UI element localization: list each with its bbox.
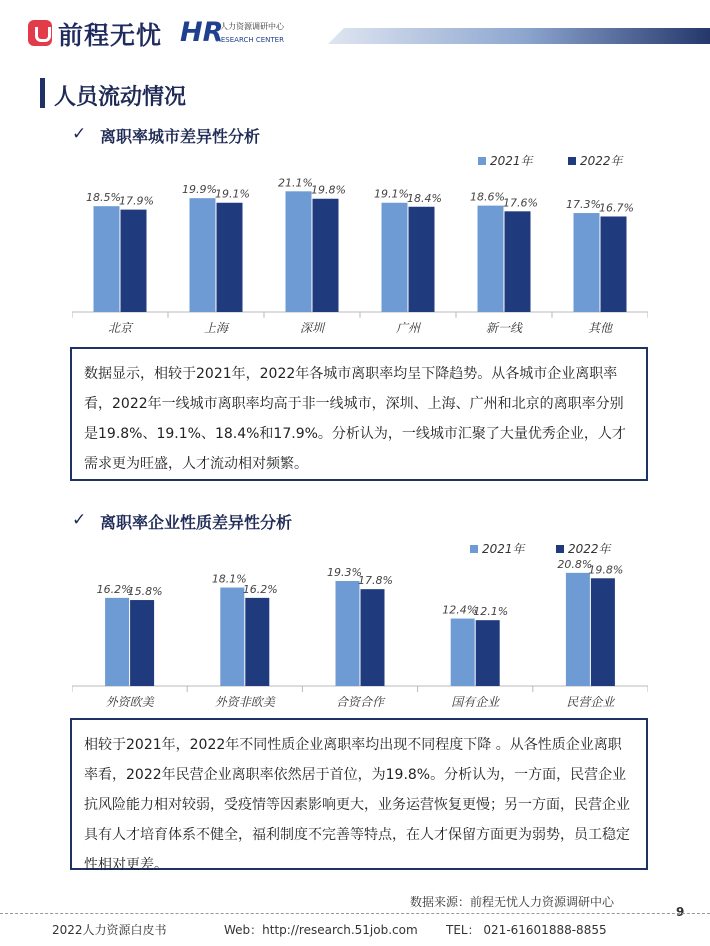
category-label: 民营企业 [566, 695, 615, 709]
data-label: 17.9% [119, 194, 154, 208]
footer-web-link[interactable]: Web：http://research.51job.com [224, 923, 418, 937]
data-label: 12.4% [442, 603, 478, 617]
data-label: 20.8% [557, 558, 593, 571]
data-label: 16.2% [96, 582, 132, 596]
category-label: 外资非欧美 [214, 695, 275, 709]
bar-2021年-上海 [190, 198, 216, 312]
bar-2022年-新一线 [505, 211, 531, 312]
bar-2021年-新一线 [478, 206, 504, 312]
data-label: 19.8% [588, 563, 624, 577]
data-label: 21.1% [278, 176, 313, 190]
brand-name: 前程无忧 [58, 21, 163, 50]
bar-2022年-其他 [601, 216, 627, 312]
bar-2022年-北京 [121, 210, 147, 312]
data-label: 18.1% [211, 572, 247, 586]
bar-2022年-外资欧美 [130, 600, 154, 686]
ownership-turnover-chart [72, 558, 648, 716]
data-label: 17.3% [566, 198, 601, 212]
section2-text-box [70, 718, 648, 873]
data-label: 19.3% [327, 566, 362, 580]
category-label: 深圳 [299, 321, 325, 335]
bar-2021年-外资欧美 [105, 598, 129, 686]
legend-2022 [556, 540, 611, 557]
data-label: 15.8% [127, 585, 163, 599]
section1-title: 离职率城市差异性分析 [100, 127, 261, 146]
bar-2021年-国有企业 [451, 619, 475, 686]
city-turnover-chart [72, 170, 648, 345]
data-label: 16.2% [242, 582, 278, 596]
bar-2021年-民营企业 [566, 573, 590, 686]
hr-logo: HR [180, 17, 224, 48]
bar-2021年-北京 [94, 206, 120, 312]
legend-swatch-2021 [470, 545, 478, 553]
data-label: 18.6% [470, 190, 505, 204]
page-title: 人员流动情况 [54, 85, 187, 110]
category-label: 其他 [587, 321, 613, 335]
category-label: 广州 [395, 321, 421, 335]
legend-label: 2022年 [580, 154, 623, 168]
bar-2022年-国有企业 [476, 620, 500, 686]
bar-2021年-深圳 [286, 191, 312, 312]
data-label: 17.6% [503, 196, 538, 210]
category-label: 外资欧美 [105, 695, 154, 709]
bar-2021年-合资合作 [336, 581, 360, 686]
category-label: 北京 [107, 321, 133, 335]
data-label: 16.7% [599, 201, 634, 215]
category-label: 新一线 [485, 321, 523, 335]
checkmark-icon: ✓ [72, 124, 87, 144]
data-label: 18.4% [407, 191, 442, 205]
bar-2021年-其他 [574, 213, 600, 312]
footer-telephone: TEL： 021-61601888-8855 [446, 923, 607, 937]
footer-divider [0, 913, 710, 914]
brand-logo-icon [28, 20, 52, 46]
header-decoration [320, 28, 710, 44]
bar-2021年-广州 [382, 203, 408, 312]
bar-2022年-合资合作 [361, 589, 385, 686]
hr-center-name-en: RESEARCH CENTER [216, 36, 284, 44]
title-accent-bar [40, 78, 45, 108]
legend-2021 [478, 152, 533, 169]
data-label: 12.1% [473, 605, 509, 619]
category-label: 国有企业 [451, 695, 500, 709]
bar-2022年-上海 [217, 203, 243, 312]
data-label: 19.1% [374, 187, 409, 201]
category-label: 上海 [203, 321, 229, 335]
data-label: 19.9% [182, 183, 217, 197]
legend-label: 2021年 [482, 542, 525, 556]
category-label: 合资合作 [335, 695, 385, 709]
legend-label: 2022年 [568, 542, 611, 556]
data-label: 19.8% [311, 183, 346, 197]
section1-text-box [70, 347, 648, 481]
data-source: 数据来源：前程无忧人力资源调研中心 [410, 895, 615, 909]
section1-text: 数据显示，相较于2021年，2022年各城市离职率均呈下降趋势。从各城市企业离职率看，2022年一线城市离职率均高于非一线城市，深圳、上海、广州和北京的离职率分别是19.8%、19.1%、18.4%和17.9%。分析认为，一线城市汇聚了大量优秀企业，人才需求更为旺盛，人才流动相对频繁。 [84, 366, 626, 472]
bar-2022年-广州 [409, 207, 435, 312]
data-label: 19.1% [215, 187, 250, 201]
bar-2022年-民营企业 [591, 578, 615, 686]
section2-title: 离职率企业性质差异性分析 [100, 513, 293, 532]
bar-2022年-深圳 [313, 199, 339, 312]
legend-swatch-2022 [568, 157, 576, 165]
hr-center-name: 人力资源调研中心 [220, 22, 284, 31]
bar-2021年-外资非欧美 [220, 588, 244, 686]
checkmark-icon: ✓ [72, 510, 87, 530]
footer-book-title: 2022人力资源白皮书 [52, 923, 167, 937]
legend-swatch-2021 [478, 157, 486, 165]
legend-swatch-2022 [556, 545, 564, 553]
section2-text: 相较于2021年，2022年不同性质企业离职率均出现不同程度下降 。从各性质企业离职率看，2022年民营企业离职率依然居于首位，为19.8%。分析认为，一方面，民营企业抗风险能力相对较弱，受疫情等因素影响更大，业务运营恢复更慢；另一方面，民营企业具有人才培育体系不健全，福利制度不完善等特点，在人才保留方面更为弱势，员工稳定性相对更差。 [84, 737, 630, 873]
legend-2022 [568, 152, 623, 169]
legend-2021 [470, 540, 525, 557]
page-number: 9 [676, 905, 685, 919]
legend-label: 2021年 [490, 154, 533, 168]
data-label: 17.8% [358, 574, 393, 588]
bar-2022年-外资非欧美 [245, 598, 269, 686]
data-label: 18.5% [86, 191, 121, 205]
